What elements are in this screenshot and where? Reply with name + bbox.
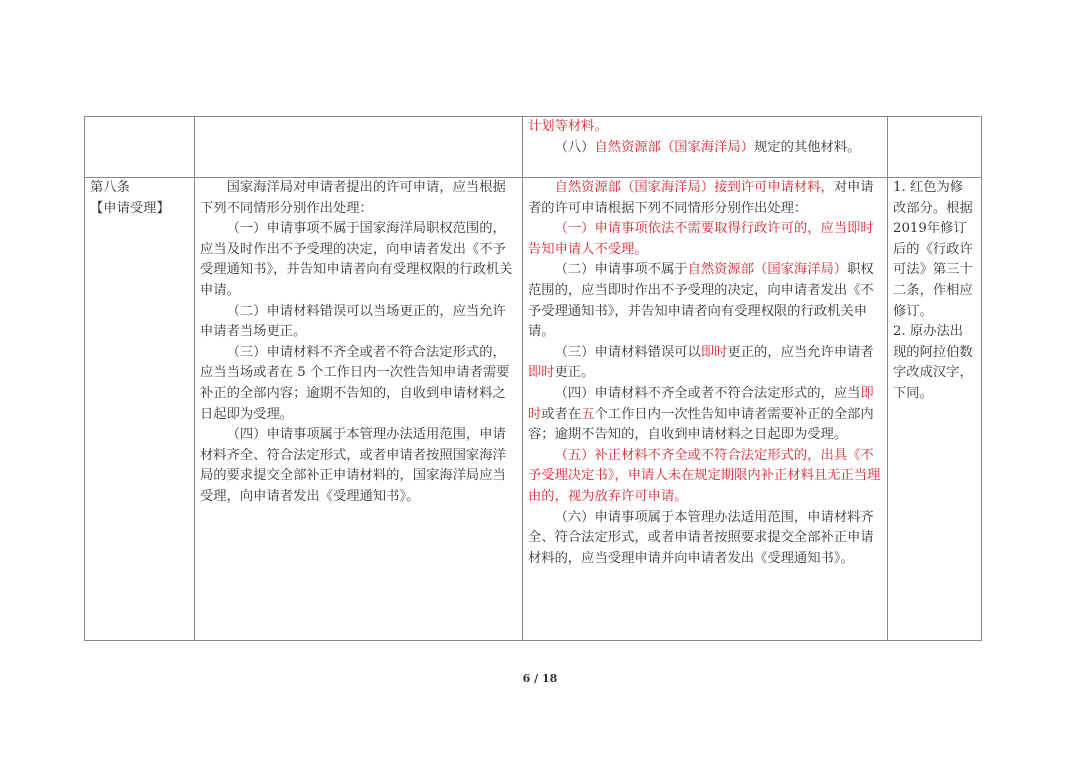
amended-item-4: （四）申请材料不齐全或者不符合法定形式的，应当即时或者在五个工作日内一次性告知申请者需要补正的全部内容；逾期不告知的，自收到申请材料之日起即为受理。 — [528, 385, 874, 443]
comparison-table — [84, 116, 982, 641]
cell-original — [195, 178, 523, 641]
original-item-3: （三）申请材料不齐全或者不符合法定形式的，应当当场或者在 5 个工作日内一次性告知申请者需要补正的全部内容；逾期不告知的，自收到申请材料之日起即为受理。 — [200, 344, 510, 422]
cell-amended — [523, 178, 888, 641]
cell-original-empty — [195, 117, 523, 178]
table-row-continued — [85, 117, 982, 178]
article-number: 第八条 — [90, 180, 130, 195]
amended-item-6: （六）申请事项属于本管理办法适用范围，申请材料齐全、符合法定形式，或者申请者按照要求提交全部补正申请材料的，应当受理申请并向申请者发出《受理通知书》。 — [528, 509, 874, 566]
page-number: 6 / 18 — [522, 672, 558, 685]
note-2: 2. 原办法出现的阿拉伯数字改成汉字，下同。 — [893, 324, 973, 401]
cell-amended-continued — [523, 117, 888, 178]
amended-item-1: （一）申请事项依法不需要取得行政许可的，应当即时告知申请人不受理。 — [528, 221, 874, 257]
cell-notes — [888, 178, 982, 641]
amended-item-3: （三）申请材料错误可以即时更正的，应当允许申请者即时更正。 — [528, 344, 874, 381]
original-intro: 国家海洋局对申请者提出的许可申请，应当根据下列不同情形分别作出处理： — [200, 180, 506, 216]
cell-notes-empty — [888, 117, 982, 178]
original-item-1: （一）申请事项不属于国家海洋局职权范围的，应当及时作出不予受理的决定，向申请者发出《不予受理通知书》，并告知申请者向有受理权限的行政机关申请。 — [200, 221, 513, 298]
amended-item-5: （五）补正材料不齐全或不符合法定形式的，出具《不予受理决定书》，申请人未在规定期限内补正材料且无正当理由的，视为放弃许可申请。 — [528, 447, 881, 504]
original-item-4: （四）申请事项属于本管理办法适用范围，申请材料齐全、符合法定形式，或者申请者按照国家海洋局的要求提交全部补正申请材料的，国家海洋局应当受理，向申请者发出《受理通知书》。 — [200, 427, 506, 504]
amended-continued-line: 计划等材料。 — [528, 119, 608, 134]
cell-article-empty — [85, 117, 195, 178]
article-title: 【申请受理】 — [90, 200, 170, 216]
cell-article — [85, 178, 195, 641]
amended-intro: 自然资源部（国家海洋局）接到许可申请材料，对申请者的许可申请根据下列不同情形分别作出处理： — [528, 180, 874, 216]
table-row-article-8 — [85, 178, 982, 641]
amended-item-2: （二）申请事项不属于自然资源部（国家海洋局）职权范围的，应当即时作出不予受理的决定，向申请者发出《不予受理通知书》，并告知申请者向有受理权限的行政机关申请。 — [528, 262, 874, 340]
note-1: 1. 红色为修改部分。根据2019年修订后的《行政许可法》第三十二条，作相应修订。 — [893, 180, 973, 319]
original-item-2: （二）申请材料错误可以当场更正的，应当允许申请者当场更正。 — [200, 303, 506, 340]
amended-item-8: （八）自然资源部（国家海洋局）规定的其他材料。 — [554, 139, 861, 155]
